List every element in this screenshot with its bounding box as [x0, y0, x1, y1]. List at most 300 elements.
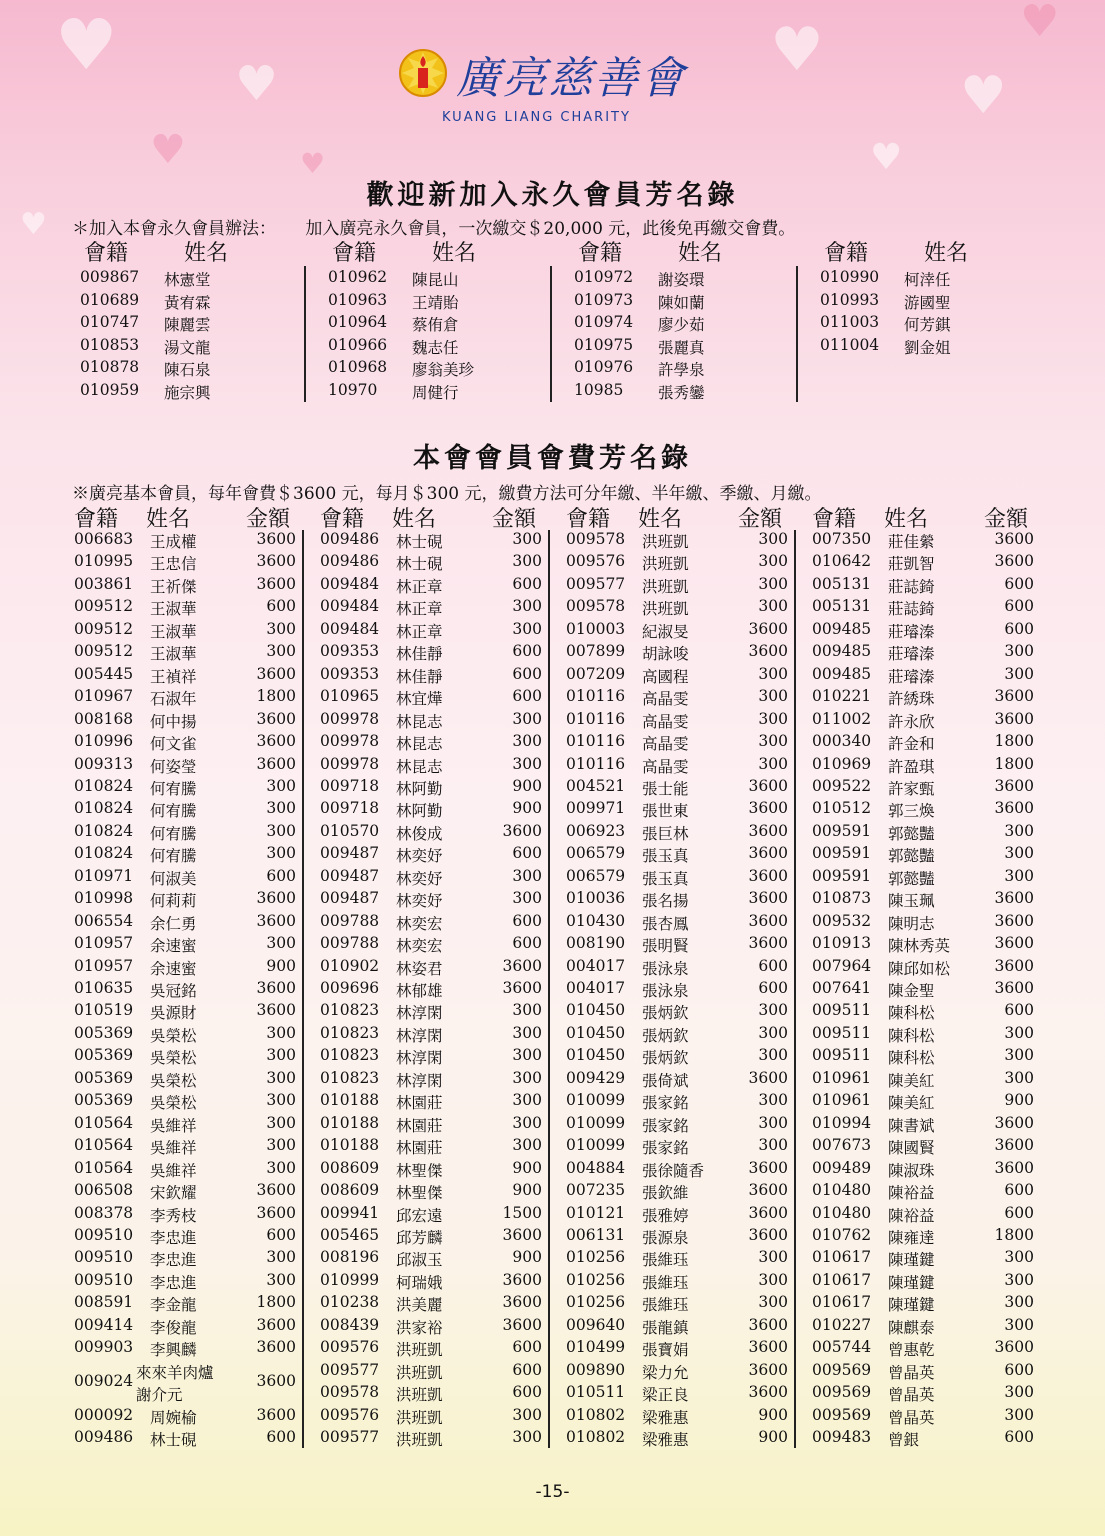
- member-id: 009718: [320, 776, 380, 795]
- member-id: 009484: [320, 597, 380, 616]
- member-name: 王忠信: [150, 555, 197, 574]
- member-id: 010974: [574, 313, 634, 332]
- fee-row: [320, 1046, 542, 1068]
- member-name: 高晶雯: [642, 735, 689, 754]
- member-name: 陳金聖: [888, 982, 935, 1000]
- member-id: 010971: [74, 866, 134, 885]
- fee-row: [566, 732, 788, 754]
- member-id: 009511: [812, 1001, 872, 1020]
- fee-row: [320, 777, 542, 799]
- fee-row: [74, 597, 296, 619]
- member-name: 李秀枝: [150, 1206, 197, 1225]
- member-id: 10985: [574, 381, 624, 399]
- fee-row: [320, 1338, 542, 1360]
- member-id: 010975: [574, 335, 634, 354]
- fee-amount: 600: [512, 911, 542, 930]
- fee-row: [320, 575, 542, 597]
- fee-amount: 3600: [994, 687, 1034, 706]
- member-name: 郭三煥: [888, 802, 935, 821]
- fee-amount: 600: [758, 979, 788, 997]
- member-id: 008591: [74, 1293, 134, 1312]
- fee-row: [74, 912, 296, 934]
- fee-amount: 3600: [256, 1371, 296, 1390]
- member-name: 洪班凱: [396, 1431, 443, 1449]
- member-id: 010823: [320, 1068, 380, 1087]
- fee-amount: 3600: [502, 821, 542, 840]
- member-name: 林憲堂: [164, 271, 211, 289]
- fee-row: [74, 732, 296, 754]
- header-member-name: 姓名: [392, 507, 437, 532]
- member-name: 吳榮松: [150, 1094, 197, 1113]
- member-id: 010973: [574, 290, 634, 309]
- fee-row: [566, 710, 788, 732]
- fee-amount: 600: [758, 956, 788, 975]
- fee-amount: 900: [1004, 1091, 1034, 1110]
- fee-amount: 3600: [748, 1338, 788, 1357]
- member-name: 洪班凱: [642, 600, 689, 619]
- member-name: 許家甄: [888, 779, 935, 798]
- fee-amount: 300: [758, 574, 788, 593]
- member-id: 005744: [812, 1338, 872, 1357]
- fee-row: [74, 665, 296, 687]
- fee-row: [566, 822, 788, 844]
- member-name: 吳冠銘: [150, 982, 197, 1000]
- member-name: 劉金姐: [904, 338, 951, 357]
- fee-row: [320, 1293, 542, 1315]
- fee-row: [566, 665, 788, 687]
- member-name: 莊凱智: [888, 555, 935, 574]
- member-id: 010823: [320, 1046, 380, 1065]
- fee-amount: 3600: [994, 911, 1034, 930]
- member-name: 張家銘: [642, 1116, 689, 1135]
- fee-row: [812, 1428, 1034, 1450]
- member-name: 周健行: [412, 384, 459, 402]
- member-name: 紀淑旻: [642, 622, 689, 641]
- member-name: 許學泉: [658, 361, 705, 380]
- member-id: 009640: [566, 1315, 626, 1334]
- fee-amount: 300: [758, 530, 788, 548]
- column-divider: [796, 266, 798, 402]
- member-id: 009696: [320, 979, 380, 997]
- member-name: 張玉真: [642, 847, 689, 866]
- member-name: 陳石泉: [164, 361, 211, 380]
- fee-amount: 300: [512, 530, 542, 548]
- fee-row: [566, 844, 788, 866]
- member-id: 010999: [320, 1270, 380, 1289]
- member-id: 010256: [566, 1270, 626, 1289]
- member-id: 009483: [812, 1428, 872, 1446]
- fee-row: [74, 1046, 296, 1068]
- fee-amount: 300: [1004, 1315, 1034, 1334]
- fee-row: [74, 1316, 296, 1338]
- member-id: 010824: [74, 844, 134, 863]
- member-name: 李俊龍: [150, 1318, 197, 1337]
- member-id: 009788: [320, 934, 380, 953]
- member-id: 010256: [566, 1248, 626, 1267]
- member-id: 010564: [74, 1113, 134, 1132]
- fee-row: [812, 620, 1034, 642]
- fee-amount: 600: [512, 1383, 542, 1402]
- fee-amount: 3600: [994, 530, 1034, 548]
- column-divider: [304, 266, 306, 402]
- member-name: 張泳泉: [642, 982, 689, 1000]
- fee-amount: 300: [1004, 642, 1034, 661]
- fee-row: [566, 1024, 788, 1046]
- fee-row: [812, 575, 1034, 597]
- header-amount: 金額: [738, 507, 783, 532]
- fee-row: [320, 1024, 542, 1046]
- member-name: 何文雀: [150, 735, 197, 754]
- fee-row: [812, 799, 1034, 821]
- member-id: 010962: [328, 268, 388, 286]
- fee-row: [812, 844, 1034, 866]
- fee-amount: 300: [1004, 1405, 1034, 1424]
- member-id: 010959: [80, 381, 140, 399]
- fee-row: [74, 710, 296, 732]
- fee-amount: 600: [266, 1428, 296, 1446]
- fee-amount: 900: [512, 1181, 542, 1200]
- member-name: 張寶娟: [642, 1341, 689, 1360]
- fee-row: [566, 1091, 788, 1113]
- fee-amount: 300: [1004, 1293, 1034, 1312]
- member-id: 005445: [74, 664, 134, 683]
- member-id: 010617: [812, 1248, 872, 1267]
- member-name: 余速蜜: [150, 937, 197, 956]
- member-id: 008190: [566, 934, 626, 953]
- fee-row: [74, 957, 296, 979]
- member-id: 010963: [328, 290, 388, 309]
- fee-row: [320, 1181, 542, 1203]
- member-name: 余仁勇: [150, 914, 197, 933]
- member-name: 曾晶英: [888, 1363, 935, 1382]
- heart-decoration-icon: ♥: [150, 127, 186, 173]
- member-name: 李金龍: [150, 1296, 197, 1315]
- member-id: 010762: [812, 1225, 872, 1244]
- member-id: 010238: [320, 1293, 380, 1312]
- fee-amount: 300: [266, 619, 296, 638]
- member-id: 009978: [320, 709, 380, 728]
- fee-amount: 600: [512, 642, 542, 661]
- fee-amount: 300: [512, 552, 542, 571]
- fee-row: [320, 597, 542, 619]
- member-name: 張明賢: [642, 937, 689, 956]
- member-id: 009867: [80, 268, 140, 286]
- header-member-id: 會籍: [74, 507, 119, 532]
- member-id: 009522: [812, 776, 872, 795]
- header-member-name: 姓名: [184, 241, 229, 266]
- member-id: 010450: [566, 1001, 626, 1020]
- member-id: 008439: [320, 1315, 380, 1334]
- fee-amount: 3600: [502, 1293, 542, 1312]
- fee-amount: 600: [1004, 1360, 1034, 1379]
- member-id: 010642: [812, 552, 872, 571]
- member-id: 009486: [320, 552, 380, 571]
- fee-row: [566, 597, 788, 619]
- member-id: 010853: [80, 335, 140, 354]
- member-name: 林奕妤: [396, 869, 443, 888]
- member-id: 009890: [566, 1360, 626, 1379]
- fee-row: [566, 1159, 788, 1181]
- lotus-candle-icon: [398, 48, 448, 98]
- fee-amount: 600: [1004, 1203, 1034, 1222]
- member-id: 008609: [320, 1158, 380, 1177]
- fee-amount: 3600: [994, 934, 1034, 953]
- heart-decoration-icon: ♥: [870, 137, 903, 178]
- fee-amount: 300: [758, 664, 788, 683]
- fee-row: [320, 979, 542, 1001]
- member-name: 林奕妤: [396, 847, 443, 866]
- fee-amount: 1800: [256, 687, 296, 706]
- member-id: 010966: [328, 335, 388, 354]
- page-number: -15-: [535, 1482, 570, 1502]
- fee-amount: 900: [266, 956, 296, 975]
- fee-row: [812, 1361, 1034, 1383]
- member-id: 011003: [820, 313, 880, 332]
- member-id: 010116: [566, 709, 626, 728]
- member-name: 王淑華: [150, 600, 197, 619]
- fee-amount: 3600: [256, 1315, 296, 1334]
- fee-amount: 600: [1004, 574, 1034, 593]
- member-id: 010099: [566, 1113, 626, 1132]
- fee-row: [74, 1406, 296, 1428]
- member-id: 009591: [812, 866, 872, 885]
- fee-amount: 300: [758, 1248, 788, 1267]
- fee-amount: 300: [266, 776, 296, 795]
- fee-amount: 300: [758, 732, 788, 751]
- member-id: 009510: [74, 1225, 134, 1244]
- fee-row: [812, 1271, 1034, 1293]
- fee-row: [74, 934, 296, 956]
- member-name: 張家銘: [642, 1139, 689, 1158]
- member-name: 周婉榆: [150, 1408, 197, 1427]
- member-id: 010967: [74, 687, 134, 706]
- fee-row: [320, 1001, 542, 1023]
- fee-row: [812, 979, 1034, 1001]
- fee-amount: 300: [266, 1136, 296, 1155]
- fee-row: [566, 1136, 788, 1158]
- fee-row: [320, 710, 542, 732]
- member-name: 張維珏: [642, 1251, 689, 1270]
- member-name: 張巨林: [642, 824, 689, 843]
- member-name: 梁雅惠: [642, 1408, 689, 1427]
- member-id: 010990: [820, 268, 880, 286]
- fee-amount: 300: [512, 619, 542, 638]
- fee-row: [812, 1293, 1034, 1315]
- fee-row: [812, 1226, 1034, 1248]
- fee-row: [320, 1136, 542, 1158]
- fee-amount: 3600: [994, 776, 1034, 795]
- member-name: 許盈琪: [888, 757, 935, 776]
- fee-amount: 3600: [748, 1360, 788, 1379]
- member-id: 011002: [812, 709, 872, 728]
- fee-row: [566, 889, 788, 911]
- fee-row: [320, 755, 542, 777]
- member-id: 009511: [812, 1046, 872, 1065]
- member-id: 009487: [320, 866, 380, 885]
- member-id: 010824: [74, 799, 134, 818]
- member-id: 006131: [566, 1225, 626, 1244]
- fee-row-merged: [74, 1361, 296, 1406]
- fee-amount: 3600: [256, 1405, 296, 1424]
- fee-amount: 300: [1004, 1270, 1034, 1289]
- fee-amount: 3600: [748, 1068, 788, 1087]
- fee-row: [74, 1069, 296, 1091]
- member-id: 009414: [74, 1315, 134, 1334]
- member-name: 王淑華: [150, 645, 197, 664]
- fee-amount: 300: [758, 1023, 788, 1042]
- fee-amount: 3600: [994, 1136, 1034, 1155]
- member-name: 林奕宏: [396, 937, 443, 956]
- member-id: 010972: [574, 268, 634, 286]
- member-id: 009429: [566, 1068, 626, 1087]
- member-name: 張雅婷: [642, 1206, 689, 1225]
- fee-amount: 300: [1004, 1023, 1034, 1042]
- member-id: 010968: [328, 358, 388, 377]
- header-member-id: 會籍: [566, 507, 611, 532]
- member-id: 003861: [74, 574, 134, 593]
- section2-note: ※廣亮基本會員，每年會費＄3600 元，每月＄300 元，繳費方法可分年繳、半年繳、季繳、月繳。: [72, 484, 822, 504]
- member-name: 王祈傑: [150, 577, 197, 596]
- fee-row: [566, 799, 788, 821]
- member-id: 009487: [320, 844, 380, 863]
- fee-amount: 900: [512, 1248, 542, 1267]
- member-id: 004884: [566, 1158, 626, 1177]
- fee-row: [320, 1159, 542, 1181]
- member-name: 陳瑾鍵: [888, 1273, 935, 1292]
- member-name: 曾惠乾: [888, 1341, 935, 1360]
- member-name: 林正章: [396, 600, 443, 619]
- member-name: 王淑華: [150, 622, 197, 641]
- fee-row: [320, 957, 542, 979]
- fee-row: [566, 1338, 788, 1360]
- member-name: 林姿君: [396, 959, 443, 978]
- member-id: 009353: [320, 664, 380, 683]
- member-name: 林淳閑: [396, 1026, 443, 1045]
- fee-amount: 300: [758, 1091, 788, 1110]
- fee-amount: 300: [512, 1091, 542, 1110]
- member-id: 000092: [74, 1405, 134, 1424]
- member-id: 009511: [812, 1023, 872, 1042]
- member-name: 張龍鎮: [642, 1318, 689, 1337]
- member-name: 陳裕益: [888, 1184, 935, 1203]
- member-name: 洪家裕: [396, 1318, 443, 1337]
- member-id: 010121: [566, 1203, 626, 1222]
- member-name: 林淳閑: [396, 1071, 443, 1090]
- member-name: 吳維祥: [150, 1116, 197, 1135]
- fee-row: [566, 1271, 788, 1293]
- fee-amount: 3600: [994, 979, 1034, 997]
- fee-amount: 3600: [256, 1338, 296, 1357]
- fee-row: [566, 777, 788, 799]
- fee-amount: 3600: [748, 1383, 788, 1402]
- member-id: 010617: [812, 1270, 872, 1289]
- member-name: 石淑年: [150, 690, 197, 709]
- fee-row: [812, 1406, 1034, 1428]
- fee-row: [812, 1024, 1034, 1046]
- member-name: 林正章: [396, 577, 443, 596]
- member-name: 林奕妤: [396, 892, 443, 911]
- heart-decoration-icon: ♥: [770, 15, 824, 85]
- fee-row: [74, 642, 296, 664]
- fee-amount: 300: [512, 1428, 542, 1446]
- member-name: 陳玉珮: [888, 892, 935, 911]
- fee-amount: 3600: [256, 754, 296, 773]
- member-id: 005369: [74, 1046, 134, 1065]
- fee-amount: 300: [266, 1068, 296, 1087]
- member-name: 洪班凱: [642, 577, 689, 596]
- member-name: 陳美紅: [888, 1071, 935, 1090]
- member-name: 李忠進: [150, 1251, 197, 1270]
- member-name: 林淳閑: [396, 1004, 443, 1023]
- fee-row: [74, 1248, 296, 1270]
- member-name: 曾晶英: [888, 1386, 935, 1405]
- fee-row: [74, 1204, 296, 1226]
- member-id: 010256: [566, 1293, 626, 1312]
- fee-amount: 3600: [256, 664, 296, 683]
- fee-row: [74, 1226, 296, 1248]
- member-name: 何莉莉: [150, 892, 197, 911]
- member-name: 林園莊: [396, 1139, 443, 1158]
- fee-amount: 3600: [748, 911, 788, 930]
- fee-amount: 600: [1004, 619, 1034, 638]
- fee-row: [812, 1248, 1034, 1270]
- fee-amount: 1800: [994, 1225, 1034, 1244]
- member-name: 湯文龍: [164, 338, 211, 357]
- fee-row: [812, 934, 1034, 956]
- header-member-name: 姓名: [146, 507, 191, 532]
- fee-row: [74, 889, 296, 911]
- header-member-name: 姓名: [678, 241, 723, 266]
- fee-row: [320, 844, 542, 866]
- fee-row: [320, 889, 542, 911]
- member-id: 006923: [566, 821, 626, 840]
- member-name: 梁雅惠: [642, 1431, 689, 1449]
- fee-row: [812, 665, 1034, 687]
- column-divider: [302, 530, 304, 1448]
- member-id: 009489: [812, 1158, 872, 1177]
- member-name: 何宥騰: [150, 779, 197, 798]
- fee-row: [566, 620, 788, 642]
- member-id: 010961: [812, 1068, 872, 1087]
- member-id: 009353: [320, 642, 380, 661]
- member-name: 陳林秀英: [888, 937, 951, 956]
- header-member-name: 姓名: [638, 507, 683, 532]
- member-name: 黃宥霖: [164, 293, 211, 312]
- member-id: 010913: [812, 934, 872, 953]
- fee-row: [812, 1091, 1034, 1113]
- fee-amount: 3600: [748, 934, 788, 953]
- fee-amount: 3600: [256, 1181, 296, 1200]
- fee-amount: 300: [512, 1023, 542, 1042]
- fee-amount: 300: [512, 597, 542, 616]
- fee-row: [812, 597, 1034, 619]
- fee-amount: 3600: [994, 889, 1034, 908]
- member-id: 007235: [566, 1181, 626, 1200]
- member-name: 林園莊: [396, 1094, 443, 1113]
- fee-row: [320, 1248, 542, 1270]
- fee-amount: 600: [512, 1338, 542, 1357]
- member-id: 009576: [566, 552, 626, 571]
- fee-amount: 300: [266, 1270, 296, 1289]
- member-name: 何宥騰: [150, 847, 197, 866]
- fee-row: [566, 642, 788, 664]
- fee-row: [566, 1001, 788, 1023]
- fee-amount: 900: [512, 776, 542, 795]
- fee-amount: 3600: [502, 979, 542, 997]
- fee-amount: 3600: [502, 1225, 542, 1244]
- fee-amount: 600: [512, 687, 542, 706]
- fee-row: [320, 1383, 542, 1405]
